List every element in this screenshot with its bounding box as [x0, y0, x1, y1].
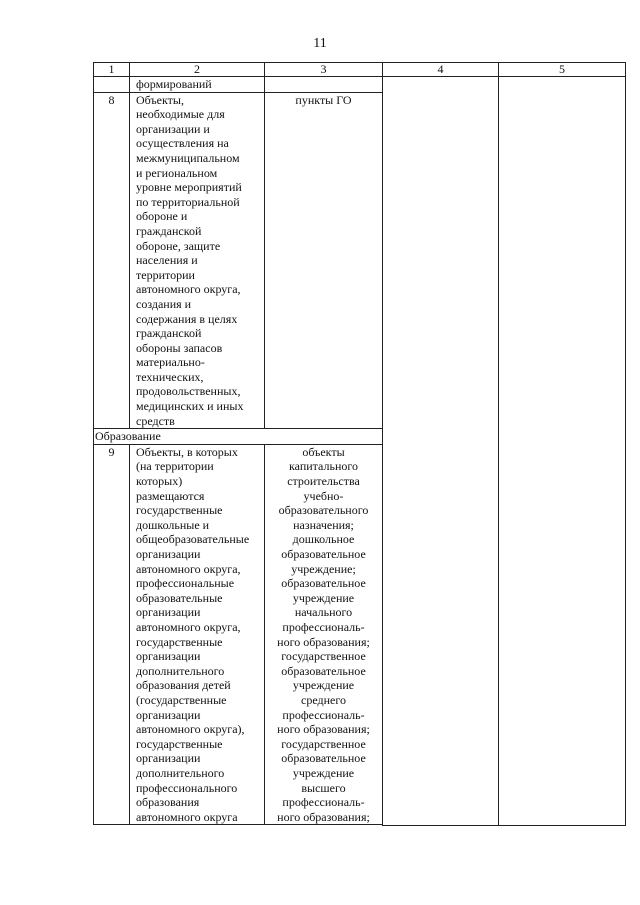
- object-line: автономного округа,: [136, 561, 241, 576]
- object-line: (государственные: [136, 692, 227, 707]
- object-line: и региональном: [136, 165, 218, 180]
- object-line: образовательные: [136, 590, 223, 605]
- column-5-cell: [499, 77, 626, 826]
- object-line: содержания в целях: [136, 311, 238, 326]
- object-line: организации: [136, 605, 201, 620]
- type-line: учебно-: [303, 488, 344, 503]
- type-line: начального: [294, 605, 353, 620]
- type-line: объекты: [302, 444, 345, 459]
- type-line: назначения;: [293, 517, 354, 532]
- object-line: профессионального: [136, 780, 238, 795]
- type-line: государственное: [281, 736, 366, 751]
- object-line: территории: [136, 267, 195, 282]
- object-type: [265, 444, 383, 824]
- type-line: строительства: [287, 474, 360, 489]
- document-table: [93, 62, 626, 826]
- type-line: образовательное: [281, 576, 366, 591]
- object-line: (на территории: [136, 459, 214, 474]
- header-cell-2: 2: [130, 63, 265, 77]
- object-line: образования детей: [136, 678, 231, 693]
- object-line: дошкольные и: [136, 517, 210, 532]
- object-line: организации: [136, 751, 201, 766]
- type-line: учреждение;: [291, 561, 356, 576]
- object-line: образования: [136, 795, 200, 810]
- object-line: дополнительного: [136, 663, 225, 678]
- object-description: [130, 92, 265, 429]
- object-line: межмуниципальном: [136, 150, 240, 165]
- object-line: уровне мероприятий: [136, 180, 242, 195]
- object-line: организации: [136, 707, 201, 722]
- object-line: по территориальной: [136, 194, 240, 209]
- object-line: технических,: [136, 369, 204, 384]
- type-line: учреждение: [292, 765, 355, 780]
- page-number: 11: [313, 36, 327, 51]
- type-line: образовательное: [281, 547, 366, 561]
- type-line: среднего: [301, 692, 346, 707]
- object-line: необходимые для: [136, 107, 225, 122]
- object-line: продовольственных,: [136, 384, 241, 399]
- type-line: пункты ГО: [295, 92, 352, 107]
- object-line: автономного округа,: [136, 619, 241, 634]
- object-line: государственные: [136, 634, 223, 649]
- object-line: гражданской: [136, 326, 202, 341]
- object-line: государственные: [136, 736, 223, 751]
- type-line: капитального: [289, 459, 358, 474]
- type-line: учреждение: [292, 590, 355, 605]
- object-line: автономного округа: [136, 809, 238, 824]
- type-line: профессиональ-: [282, 795, 365, 810]
- type-line: ного образования;: [277, 722, 370, 737]
- type-line: высшего: [301, 780, 346, 795]
- object-line: организации: [136, 649, 201, 664]
- object-line: обороне и: [136, 209, 188, 224]
- object-line: медицинских и иных: [136, 399, 244, 414]
- object-line: гражданской: [136, 223, 202, 238]
- row-number: 9: [94, 444, 130, 824]
- type-line: ного образования;: [277, 809, 370, 824]
- object-line: размещаются: [136, 488, 205, 503]
- column-4-cell: [383, 77, 499, 826]
- object-line: средств: [136, 413, 175, 428]
- object-line: материально-: [136, 355, 205, 370]
- header-cell-3: 3: [265, 63, 383, 77]
- object-line: организации: [136, 547, 201, 561]
- object-line: обороне, защите: [136, 238, 221, 253]
- object-line: осуществления на: [136, 136, 229, 151]
- object-line: населения и: [136, 253, 198, 268]
- object-line: обороны запасов: [136, 340, 223, 355]
- object-line: государственные: [136, 503, 223, 518]
- type-line: образовательное: [281, 751, 366, 766]
- object-type: [265, 92, 383, 429]
- type-line: профессиональ-: [282, 619, 365, 634]
- object-line: которых): [136, 474, 183, 489]
- row-number: 8: [94, 92, 130, 429]
- type-line: образовательного: [278, 503, 369, 518]
- object-line: дополнительного: [136, 765, 225, 780]
- object-line: автономного округа,: [136, 282, 241, 297]
- object-line: профессиональные: [136, 576, 235, 591]
- type-line: профессиональ-: [282, 707, 365, 722]
- type-line: дошкольное: [292, 532, 355, 547]
- type-line: государственное: [281, 649, 366, 664]
- object-description: [130, 444, 265, 824]
- header-cell-1: 1: [94, 63, 130, 77]
- continuation-row: [94, 77, 626, 93]
- object-line: организации и: [136, 121, 210, 136]
- object-line: Объекты,: [136, 92, 184, 107]
- object-line: Объекты, в которых: [136, 444, 238, 459]
- continuation-text: формирований: [130, 77, 265, 93]
- object-line: автономного округа),: [136, 722, 245, 737]
- object-line: создания и: [136, 296, 192, 311]
- type-line: учреждение: [292, 678, 355, 693]
- table-header-row: [94, 63, 626, 77]
- type-line: ного образования;: [277, 634, 370, 649]
- header-cell-4: 4: [383, 63, 499, 77]
- section-title: Образование: [94, 429, 383, 445]
- object-line: общеобразовательные: [136, 532, 250, 547]
- type-line: образовательное: [281, 663, 366, 678]
- header-cell-5: 5: [499, 63, 626, 77]
